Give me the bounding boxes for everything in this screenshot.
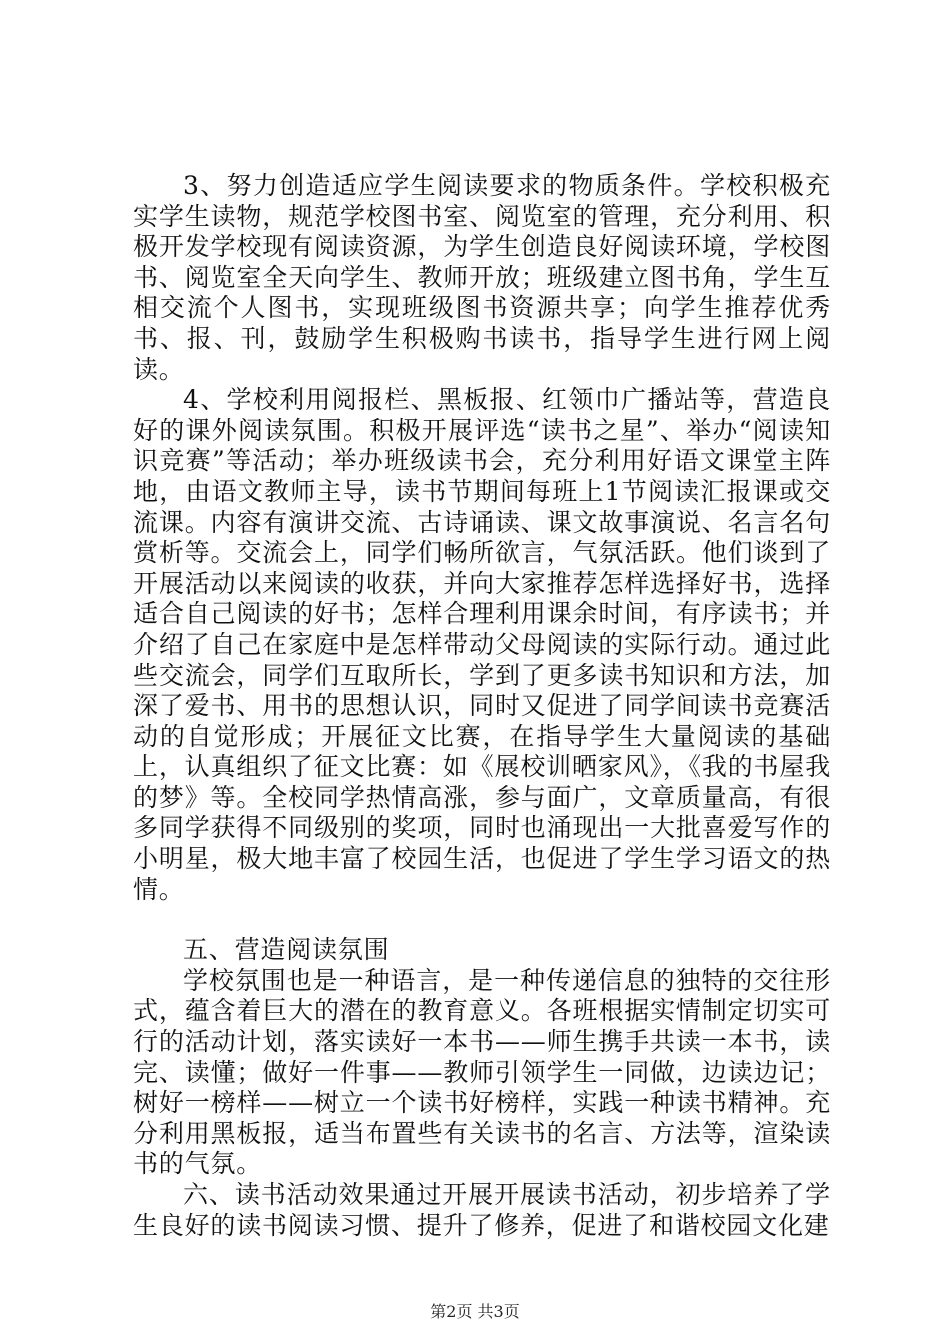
page-footer: 第2页 共3页 (430, 1302, 520, 1321)
paragraph-section-5: 学校氛围也是一种语言，是一种传递信息的独特的交往形式，蕴含着巨大的潜在的教育意义。各班根据实情制定切实可行的活动计划，落实读好一本书——师生携手共读一本书，读完、读懂；做好一件事——教师引领学生一同做，边读边记；树好一榜样——树立一个读书好榜样，实践一种读书精神。充分利用黑板报，适当布置些有关读书的名言、方法等，渲染读书的气氛。 (133, 965, 831, 1179)
section-heading-6: 六、读书活动效果通过开展开展读书活动，初步培养了学生良好的读书阅读习惯、提升了修养，促进了和谐校园文化建 (133, 1180, 831, 1240)
paragraph-item-4: 4、学校利用阅报栏、黑板报、红领巾广播站等，营造良好的课外阅读氛围。积极开展评选“读书之星”、举办“阅读知识竞赛”等活动；举办班级读书会，充分利用好语文课堂主阵地，由语文教师主导，读书节期间每班上1节阅读汇报课或交流课。内容有演讲交流、古诗诵读、课文故事演说、名言名句赏析等。交流会上，同学们畅所欲言，气氛活跃。他们谈到了开展活动以来阅读的收获，并向大家推荐怎样选择好书，选择适合自己阅读的好书；怎样合理利用课余时间，有序读书；并介绍了自己在家庭中是怎样带动父母阅读的实际行动。通过此些交流会，同学们互取所长，学到了更多读书知识和方法，加深了爱书、用书的思想认识，同时又促进了同学间读书竞赛活动的自觉形成；开展征文比赛，在指导学生大量阅读的基础上，认真组织了征文比赛：如《展校训晒家风》，《我的书屋我的梦》等。全校同学热情高涨，参与面广，文章质量高，有很多同学获得不同级别的奖项，同时也涌现出一大批喜爱写作的小明星，极大地丰富了校园生活，也促进了学生学习语文的热情。 (133, 385, 831, 904)
section-heading-5: 五、营造阅读氛围 (183, 935, 390, 965)
paragraph-item-3: 3、努力创造适应学生阅读要求的物质条件。学校积极充实学生读物，规范学校图书室、阅览室的管理，充分利用、积极开发学校现有阅读资源，为学生创造良好阅读环境，学校图书、阅览室全天向学生、教师开放；班级建立图书角，学生互相交流个人图书，实现班级图书资源共享；向学生推荐优秀书、报、刊，鼓励学生积极购书读书，指导学生进行网上阅读。 (133, 171, 831, 384)
document-body (133, 171, 831, 1241)
paragraph-spacer (133, 905, 831, 935)
